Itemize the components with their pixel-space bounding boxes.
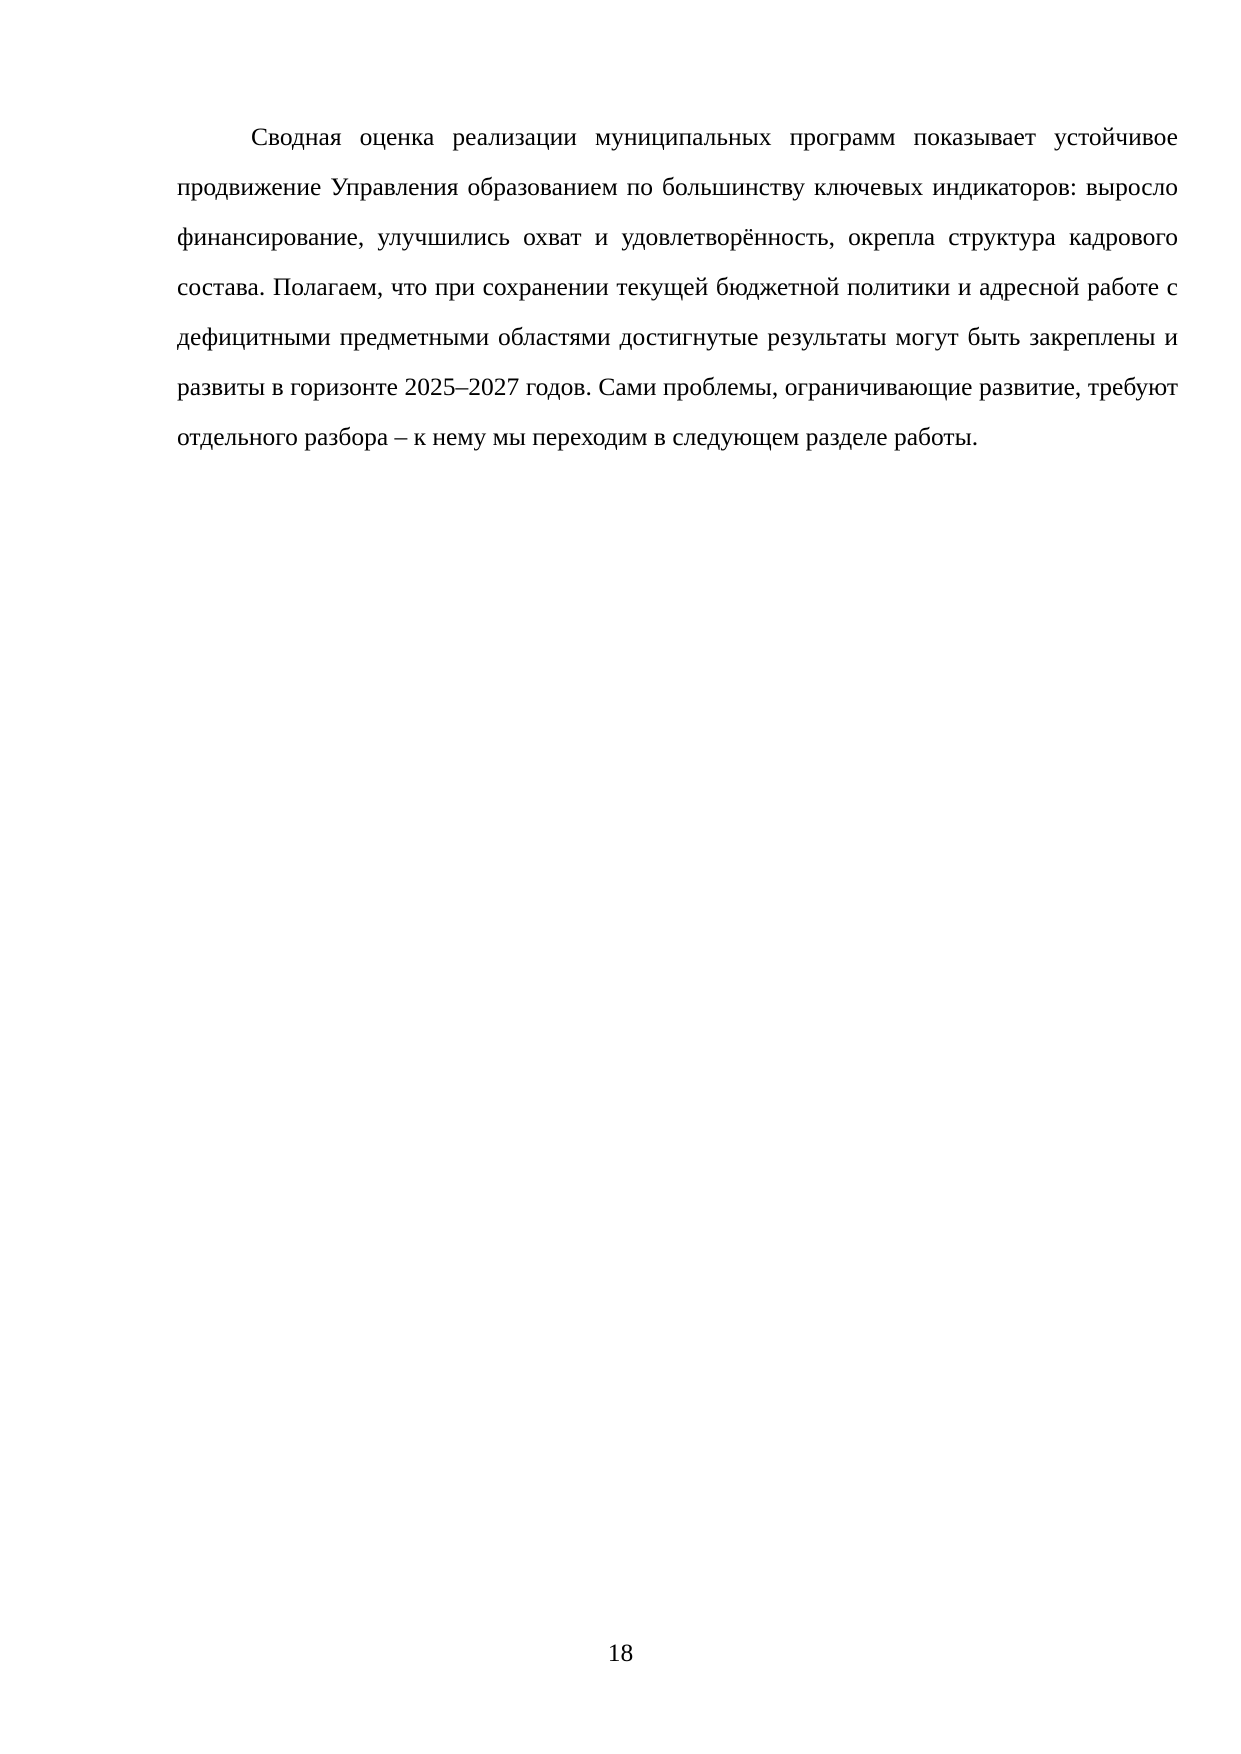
body-paragraph: Сводная оценка реализации муниципальных программ показывает устойчивое продвижение Управления образованием по большинству ключевых индикаторов: выросло финансирование, улучшились охват и удовлетворённость, окрепла структура кадрового состава. Полагаем, что при сохранении текущей бюджетной политики и адресной работе с дефицитными предметными областями достигнутые результаты могут быть закреплены и развиты в горизонте 2025–2027 годов. Сами проблемы, ограничивающие развитие, требуют отдельного разбора – к нему мы переходим в следующем разделе работы.	[177, 122, 1178, 451]
page-number: 18	[607, 1638, 634, 1667]
